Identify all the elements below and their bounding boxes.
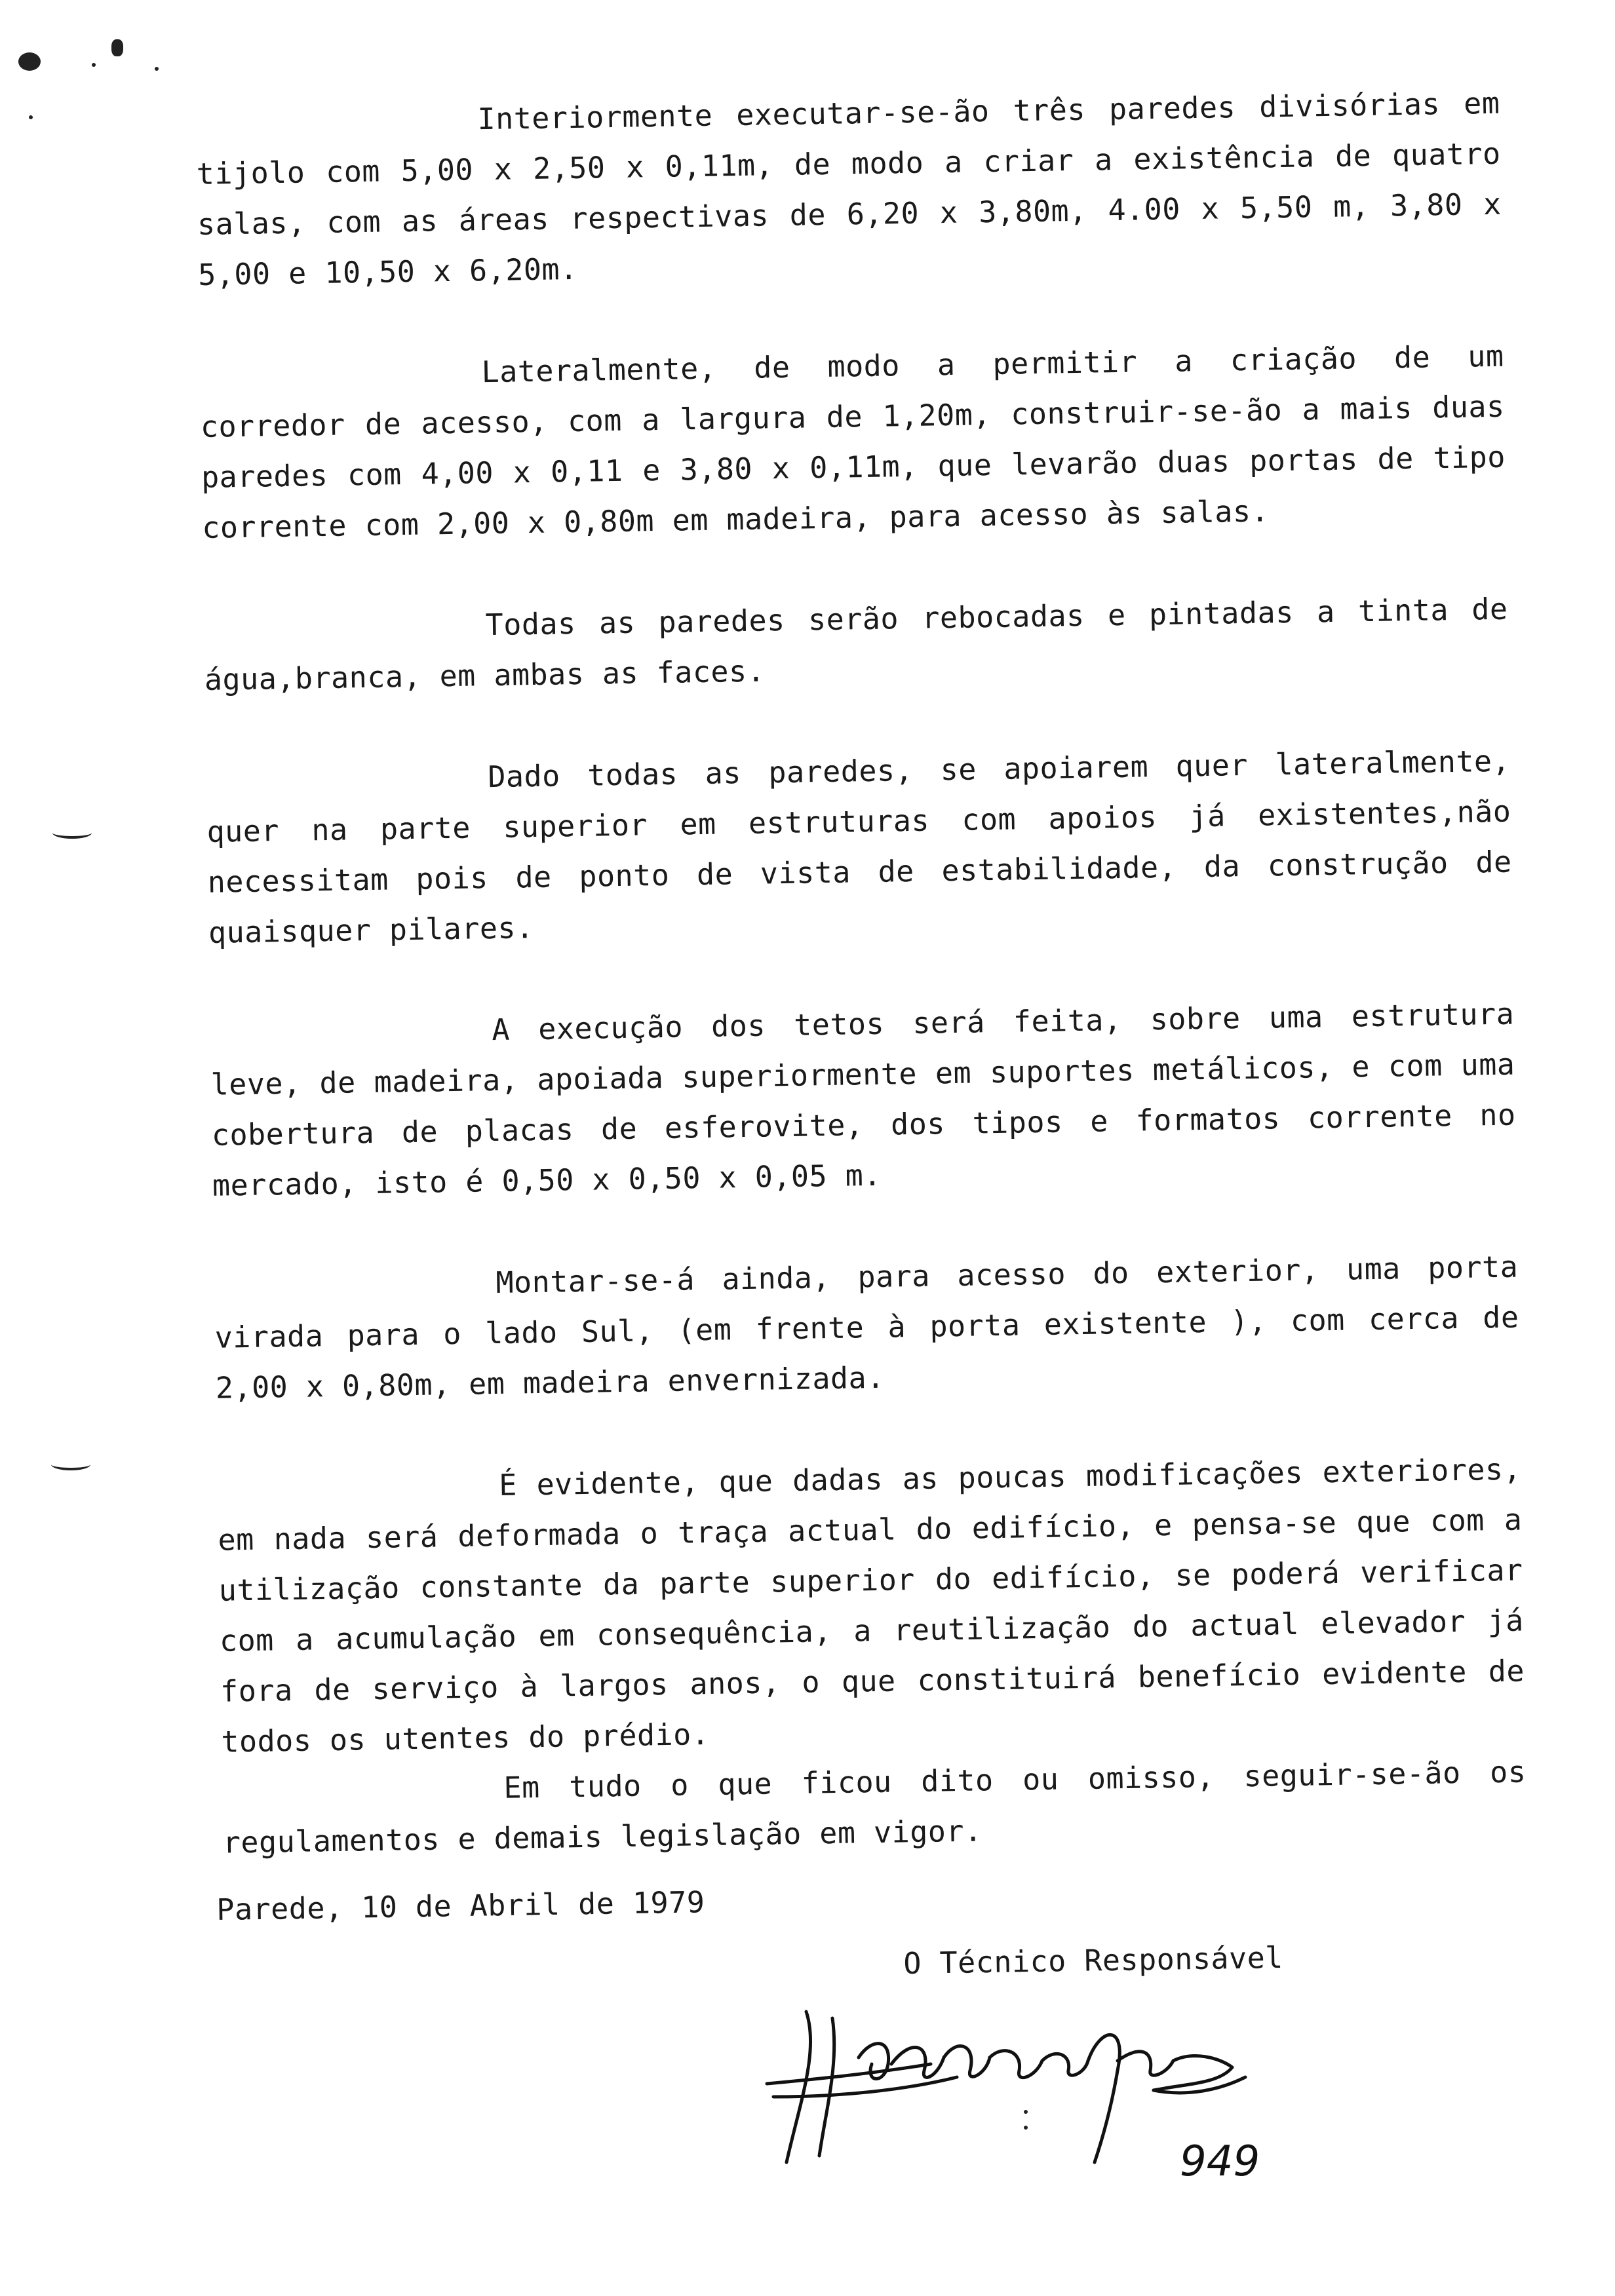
scan-speck: [92, 63, 96, 67]
handwritten-signature: [760, 1999, 1317, 2195]
paragraph-modifications: É evidente, que dadas as poucas modificações exteriores, em nada será deformada o traça actual do edifício, e pensa-se que com a utilização constante da parte superior do edifício, se poderá verificar com a acumulação em consequência, a reutilização do actual elevador já fora de serviço à largos anos, o que constituirá benefício evidente de todos os utentes do prédio.: [218, 1451, 1525, 1759]
scan-speck: [29, 115, 33, 119]
place-date: Parede, 10 de Abril de 1979: [216, 1885, 705, 1927]
scan-speck: [155, 67, 159, 71]
scan-speck: [18, 52, 41, 71]
paragraph-ceilings: A execução dos tetos será feita, sobre uma estrutura leve, de madeira, apoiada superiormente em suportes metálicos, e com uma cobertura de placas de esferovite, dos tipos e formatos corrente no mercado, isto é 0,50 x 0,50 x 0,05 m.: [210, 996, 1517, 1203]
scan-speck: [111, 39, 123, 56]
margin-mark: [52, 827, 92, 839]
document-body: [195, 78, 1527, 1868]
margin-mark: [51, 1459, 90, 1470]
paragraph-structure: Dado todas as paredes, se apoiarem quer lateralmente, quer na parte superior em estruturas com apoios já existentes,não necessitam pois de ponto de vista de estabilidade, da construção de quaisquer pilares.: [206, 743, 1512, 950]
paragraph-interior-walls: Interiormente executar-se-ão três paredes divisórias em tijolo com 5,00 x 2,50 x 0,11m, de modo a criar a existência de quatro salas, com as áreas respectivas de 6,20 x 3,80m, 4.00 x 5,50 m, 3,80 x 5,00 e 10,50 x 6,20m.: [196, 85, 1502, 292]
paragraph-exterior-door: Montar-se-á ainda, para acesso do exterior, uma porta virada para o lado Sul, (em frente à porta existente ), com cerca de 2,00 x 0,80m, em madeira envernizada.: [214, 1249, 1519, 1406]
signatory-title: O Técnico Responsável: [903, 1940, 1284, 1981]
paragraph-wall-finish: Todas as paredes serão rebocadas e pintadas a tinta de água,branca, em ambas as faces.: [204, 591, 1508, 697]
paragraph-regulations: Em tudo o que ficou dito ou omisso, seguir-se-ão os regulamentos e demais legislação em vigor.: [222, 1754, 1527, 1860]
signature-number: 949: [1180, 2137, 1260, 2186]
paragraph-corridor: Lateralmente, de modo a permitir a criação de um corredor de acesso, com a largura de 1,20m, construir-se-ão a mais duas paredes com 4,00 x 0,11 e 3,80 x 0,11m, que levarão duas portas de tipo corrente com 2,00 x 0,80m em madeira, para acesso às salas.: [200, 338, 1506, 545]
